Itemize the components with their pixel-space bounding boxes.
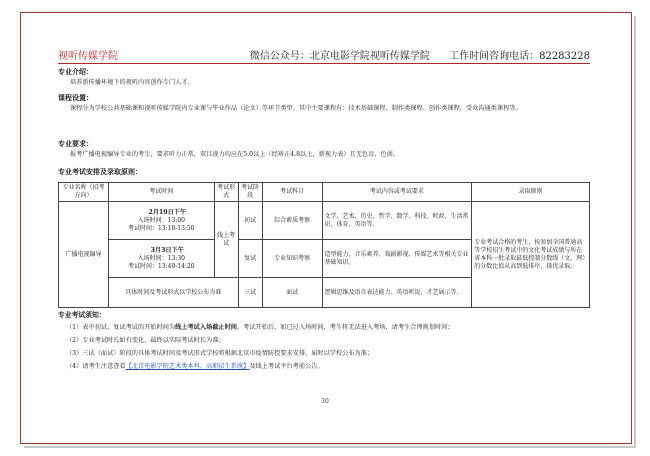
cell-form: 线上考试 [214,202,238,278]
header-time: 考试时间 [108,183,214,202]
cell-stage-round3: 三试 [238,278,262,308]
table-row [59,202,590,240]
notes-title: 专业考试须知： [58,311,106,319]
page-number: 30 [321,398,329,405]
requirement-body: 报考广播电视编导专业的考生，要求听力正常，双目视力均应在5.0以上（经矫正4.8以上，新视力表）且无色盲、色弱。 [70,151,400,158]
college-name: 视听传媒学院 [58,51,118,62]
curriculum-title: 课程设置： [58,93,93,102]
cell-time-round1 [108,202,214,240]
note-1-emphasis: 线上考试入场截止时间 [175,324,237,331]
round2-entry: 入场时间：13:30 [137,254,185,262]
note-4-text-c: 及线上考试平台考前公告。 [249,363,324,370]
section-requirement [58,139,590,161]
section-table-title [58,167,142,177]
table-title: 专业考试安排及录取原则： [58,167,142,176]
header-major: 专业名称（招考方向） [59,183,109,202]
exam-notes [58,310,590,373]
cell-subject-round3: 面试 [262,278,322,308]
cell-content-round3: 逻辑思维及语言表达能力、英语听说、才艺展示等。 [322,278,472,308]
cell-subject-round2: 专业知识考察 [262,240,322,278]
header-form: 考试形式 [214,183,238,202]
cell-major: 广播电视编导 [59,202,109,308]
exam-schedule-table [58,182,590,308]
note-1-text-a: （1）表中初试、复试考试的开始时间为 [66,324,176,331]
header-divider [58,63,590,64]
cell-stage-round2: 复试 [238,240,262,278]
contact-info [234,47,590,62]
cell-admission: 专业考试合格的考生，按参加全国普通高等学校招生考试中的文化考试成绩与所在省本科一批录取最低控制分数线（文、理）的分数比值从高到低排序，择优录取。 [472,202,590,308]
admission-system-link[interactable]: 【北京电影学院艺术类本科、高职招生系统】 [125,363,250,370]
intro-title: 专业介绍： [58,67,93,76]
round2-date: 3月3日下午 [150,246,184,254]
note-item-4 [58,360,590,373]
header-subject: 考试科目 [262,183,322,202]
hotline: 工作时间咨询电话：82283228 [449,51,590,62]
cell-time-round2 [108,240,214,278]
intro-body: 培养新传播环境下的视听内容创作专门人才。 [70,79,194,86]
round2-exam: 考试时间：13:40-14:20 [127,262,195,270]
round1-exam: 考试时间：13:10-13:50 [127,224,195,232]
section-curriculum [58,93,590,115]
header-admission: 录取原则 [472,183,590,202]
requirement-title: 专业要求： [58,139,93,148]
round1-entry: 入场时间：13:00 [137,216,185,224]
note-item-3: （3）三试（面试）阶段的具体考试时间及考试形式学校将根据北京市疫情防控要求安排，届时以学校公布为准； [66,350,374,357]
table-header-row [59,183,590,202]
page-header [58,47,590,63]
round1-date: 2月19日下午 [148,208,187,216]
note-4-text-a: （4）请考生注意查看 [66,363,126,370]
cell-stage-round1: 初试 [238,202,262,240]
section-intro [58,67,590,89]
note-1-text-c: ，考试开始后，如已过入场时间，考生将无法进入考场，请考生合理规划时间； [237,324,454,331]
note-item-2: （2）专业考试时长如有变化，最终以实际考试时长为准； [66,337,225,344]
header-stage: 考试阶段 [238,183,262,202]
cell-time-round3: 具体时间及考试形式以学校公布为准 [108,278,238,308]
note-item-1 [58,321,590,334]
curriculum-body: 课程分为学校公共基础课和视听传媒学院内专业课与毕业作品（论文）等环节类型。其中主要课程有：技术基础课程、制作类课程、创作类课程、受众沟通类课程等。 [70,105,522,112]
cell-content-round2: 造型能力、音乐素养、戏剧影视、传媒艺术等相关专业基础知识。 [322,240,472,278]
cell-content-round1: 文学、艺术、历史、哲学、数学、科技、时政、生活常识、体育、英语等。 [322,202,472,240]
wechat-account: 微信公众号：北京电影学院视听传媒学院 [249,51,430,62]
header-content: 考试内容或考试要求 [322,183,472,202]
cell-subject-round1: 综合素质考察 [262,202,322,240]
